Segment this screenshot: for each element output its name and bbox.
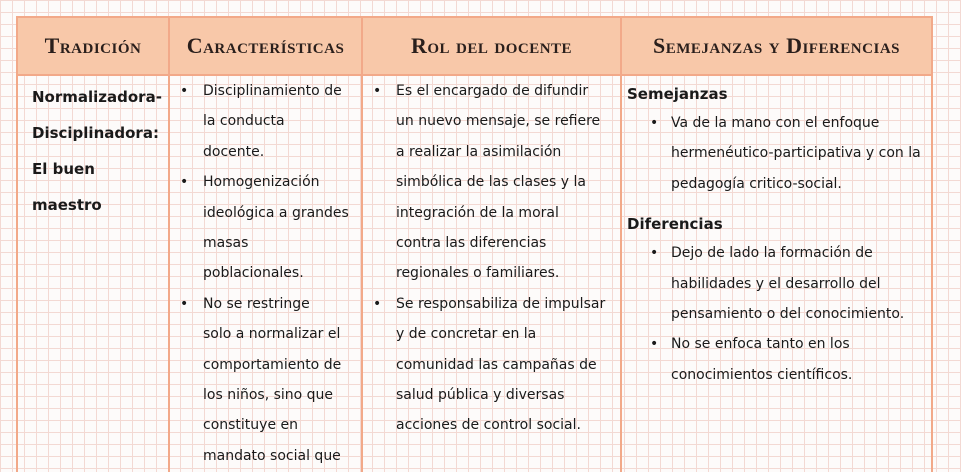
text-line: masas — [203, 235, 249, 252]
text-line: • Va de la mano con el enfoque — [671, 115, 880, 131]
comparison-table — [16, 16, 961, 472]
list-item — [364, 76, 620, 289]
diferencias-title: Diferencias — [627, 215, 723, 234]
cell-semejanzas-diferencias — [627, 82, 931, 390]
header-caracteristicas: Características — [168, 16, 363, 76]
list-item — [627, 329, 931, 390]
text-line: ideológica a grandes — [203, 204, 349, 221]
text-line: docente. — [203, 143, 265, 160]
text-line: poblacionales. — [203, 265, 304, 282]
text-line: comunidad las campañas de — [396, 356, 597, 373]
text-line: • Dejo de lado la formación de — [671, 245, 873, 262]
text-line: • Disciplinamiento de — [203, 83, 342, 99]
list-item — [627, 108, 931, 199]
text-line: regionales o familiares. — [396, 265, 560, 282]
text-line: integración de la moral — [396, 204, 559, 221]
text-line: • Homogenización — [203, 174, 320, 191]
text-line: habilidades y el desarrollo del — [671, 275, 881, 292]
text-line: conocimientos científicos. — [671, 366, 853, 383]
text-line: a realizar la asimilación — [396, 143, 562, 160]
text-line: pensamiento o del conocimiento. — [671, 306, 905, 323]
cell-rol — [364, 76, 620, 441]
text-line: simbólica de las clases y la — [396, 174, 586, 191]
list-item — [171, 167, 361, 289]
list-item — [627, 238, 931, 329]
text-line: solo a normalizar el — [203, 326, 341, 343]
text-line: • Se responsabiliza de impulsar — [396, 295, 606, 312]
header-semejanzas-diferencias: Semejanzas y Diferencias — [620, 16, 933, 76]
list-item — [364, 289, 620, 441]
text-line: comportamiento de — [203, 356, 342, 373]
list-item — [171, 289, 361, 471]
text-line: • Es el encargado de difundir — [396, 83, 589, 99]
tradicion-line: El buen — [32, 160, 95, 178]
tradicion-line: maestro — [32, 196, 102, 214]
text-line: contra las diferencias — [396, 235, 547, 252]
text-line: hermenéutico-participativa y con la — [671, 145, 921, 162]
text-line: un nuevo mensaje, se refiere — [396, 113, 601, 130]
text-line: y de concretar en la — [396, 326, 537, 343]
header-tradicion: Tradición — [16, 16, 170, 76]
tradicion-line: Disciplinadora: — [32, 124, 159, 142]
text-line: la conducta — [203, 113, 285, 130]
cell-caracteristicas — [171, 76, 361, 471]
text-line: los niños, sino que — [203, 387, 334, 404]
semejanzas-title: Semejanzas — [627, 85, 728, 103]
list-item — [171, 76, 361, 167]
text-line: constituye en — [203, 417, 299, 434]
text-line: mandato social que — [203, 447, 341, 464]
tradicion-line: Normalizadora- — [32, 88, 162, 106]
text-line: • No se restringe — [203, 295, 310, 312]
text-line: salud pública y diversas — [396, 387, 565, 404]
header-rol: Rol del docente — [361, 16, 622, 76]
text-line: acciones de control social. — [396, 417, 581, 434]
text-line: pedagogía critico-social. — [671, 175, 842, 192]
cell-tradicion — [31, 79, 171, 223]
text-line: • No se enfoca tanto en los — [671, 336, 850, 353]
